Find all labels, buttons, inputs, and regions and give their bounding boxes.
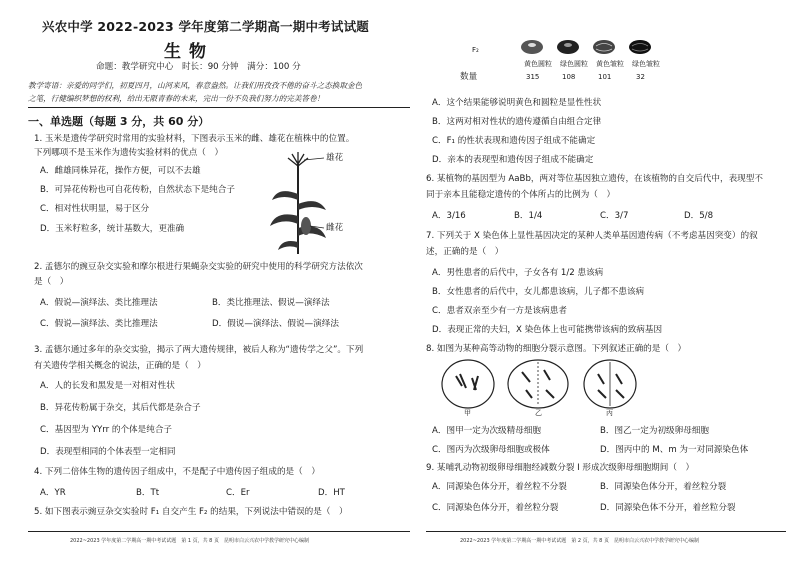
footer-divider-right [426, 531, 786, 532]
q9-option-d[interactable]: D．同源染色体不分开，着丝粒分裂 [600, 503, 736, 513]
q3-option-c[interactable]: C．基因型为 YYrr 的个体是纯合子 [40, 425, 173, 435]
pea-seed-icons [512, 38, 652, 56]
q2-option-b[interactable]: B．类比推理法、假说—演绎法 [212, 298, 330, 308]
cell-label-bing: 丙 [606, 409, 613, 417]
q4-option-d[interactable]: D．HT [318, 488, 345, 498]
corn-label-female: 雌花 [326, 223, 344, 233]
q7-option-b[interactable]: B．女性患者的后代中，女儿都患该病，儿子都不患该病 [432, 287, 645, 297]
q3-stem-1: 3. 孟德尔通过多年的杂交实验，揭示了两大遗传规律，被后人称为“遗传学之父”。下列 [34, 345, 364, 355]
corn-label-male: 雄花 [326, 153, 344, 163]
cell-division-diagram [438, 356, 638, 412]
exam-meta: 命题：教学研究中心 时长：90 分钟 满分：100 分 [96, 62, 301, 72]
header-divider [28, 107, 410, 108]
q6-option-d[interactable]: D．5/8 [684, 211, 714, 221]
q2-option-c[interactable]: C．假说—演绎法、类比推理法 [40, 319, 158, 329]
f2-label: F₂ [472, 46, 479, 54]
q1-option-d[interactable]: D．玉米籽粒多，统计基数大，更准确 [40, 224, 185, 234]
q6-stem-2: 同于亲本且能稳定遗传的个体所占的比例为（ ） [426, 190, 616, 200]
q5-option-c[interactable]: C．F₁ 的性状表现和遗传因子组成不能确定 [432, 136, 596, 146]
q3-option-b[interactable]: B．异花传粉属于杂交，其后代都是杂合子 [40, 403, 201, 413]
q4-option-b[interactable]: B．Tt [136, 488, 160, 498]
q7-stem-2: 述，正确的是（ ） [426, 247, 504, 257]
motto-line-2: 之笔，行健编织梦想的权利，给出无限青春的未来，完出一份不负我们努力的完美答卷！ [28, 94, 325, 103]
q9-option-a[interactable]: A．同源染色体分开，着丝粒不分裂 [432, 482, 567, 492]
q2-option-a[interactable]: A．假说—演绎法、类比推理法 [40, 298, 158, 308]
q3-option-d[interactable]: D．表现型相同的个体表型一定相同 [40, 447, 176, 457]
footer-right: 2022~2023 学年度第二学期高一期中考试试题 第 2 页，共 8 页 昆明市白云兴农中学教学研究中心编制 [460, 538, 699, 544]
footer-divider-left [28, 531, 410, 532]
f2-count-4: 32 [636, 73, 645, 81]
f2-phenotype-3: 黄色皱粒 [596, 60, 624, 68]
q1-option-c[interactable]: C．相对性状明显，易于区分 [40, 204, 150, 214]
q2-stem-2: 是（ ） [34, 277, 69, 287]
q6-option-b[interactable]: B．1/4 [514, 211, 543, 221]
q1-option-a[interactable]: A．雌雄同株异花，操作方便，可以不去雄 [40, 166, 201, 176]
q7-stem-1: 7. 下列关于 X 染色体上显性基因决定的某种人类单基因遗传病（不考虑基因突变）的叙 [426, 231, 758, 241]
f2-count-1: 315 [526, 73, 540, 81]
q4-stem: 4. 下列二倍体生物的遗传因子组成中，不是配子中遗传因子组成的是（ ） [34, 467, 320, 477]
q2-option-d[interactable]: D．假说—演绎法、假说—演绎法 [212, 319, 339, 329]
cell-label-jia: 甲 [464, 409, 471, 417]
q6-option-c[interactable]: C．3/7 [600, 211, 629, 221]
q4-option-c[interactable]: C．Er [226, 488, 250, 498]
motto-line-1: 教学寄语：亲爱的同学们，初夏四月，山河来风，春意盎然。让我们用孜孜不倦的奋斗之态换取金色 [28, 81, 363, 90]
f2-count-2: 108 [562, 73, 576, 81]
q3-option-a[interactable]: A．人的长发和黑发是一对相对性状 [40, 381, 175, 391]
q1-option-b[interactable]: B．可异花传粉也可自花传粉，自然状态下是纯合子 [40, 185, 235, 195]
exam-title: 兴农中学 2022-2023 学年度第二学期高一期中考试试题 [42, 19, 369, 34]
q7-option-d[interactable]: D．表现正常的夫妇，X 染色体上也可能携带该病的致病基因 [432, 325, 663, 335]
q7-option-a[interactable]: A．男性患者的后代中，子女各有 1/2 患该病 [432, 268, 604, 278]
q2-stem-1: 2. 孟德尔的豌豆杂交实验和摩尔根进行果蝇杂交实验的研究中使用的科学研究方法依次 [34, 262, 363, 272]
q1-stem-1: 1. 玉米是遗传学研究时常用的实验材料，下图表示玉米的雌、雄花在植株中的位置。 [34, 134, 355, 144]
q5-option-b[interactable]: B．这两对相对性状的遗传遵循自由组合定律 [432, 117, 602, 127]
q6-option-a[interactable]: A．3/16 [432, 211, 466, 221]
q9-stem: 9. 某哺乳动物初级卵母细胞经减数分裂 I 形成次级卵母细胞期间（ ） [426, 463, 695, 473]
f2-phenotype-4: 绿色皱粒 [632, 60, 660, 68]
q1-stem-2: 下列哪项不是玉米作为遗传实验材料的优点（ ） [34, 148, 224, 158]
q8-option-a[interactable]: A．图甲一定为次级精母细胞 [432, 426, 542, 436]
q7-option-c[interactable]: C．患者双亲至少有一方是该病患者 [432, 306, 567, 316]
subject-title: 生物 [164, 42, 214, 62]
q9-option-b[interactable]: B．同源染色体分开，着丝粒分裂 [600, 482, 727, 492]
section-heading: 一、单选题（每题 3 分，共 60 分） [28, 115, 210, 128]
q8-stem: 8. 如图为某种高等动物的细胞分裂示意图。下列叙述正确的是（ ） [426, 344, 687, 354]
q3-stem-2: 有关遗传学相关概念的说法，正确的是（ ） [34, 361, 206, 371]
q5-stem: 5. 如下图表示豌豆杂交实验时 F₁ 自交产生 F₂ 的结果，下列说法中错误的是（ ） [34, 507, 348, 517]
q8-option-c[interactable]: C．图丙为次级卵母细胞或极体 [432, 445, 550, 455]
q6-stem-1: 6. 某植物的基因型为 AaBb，两对等位基因独立遗传，在该植物的自交后代中，表现型不 [426, 174, 763, 184]
f2-count-3: 101 [598, 73, 612, 81]
q5-option-a[interactable]: A．这个结果能够说明黄色和圆粒是显性性状 [432, 98, 602, 108]
q8-option-d[interactable]: D．图丙中的 M、m 为一对同源染色体 [600, 445, 749, 455]
q5-option-d[interactable]: D．亲本的表现型和遗传因子组成不能确定 [432, 155, 594, 165]
corn-plant-figure [268, 154, 358, 254]
f2-phenotype-2: 绿色圆粒 [560, 60, 588, 68]
q8-option-b[interactable]: B．图乙一定为初级卵母细胞 [600, 426, 710, 436]
q9-option-c[interactable]: C．同源染色体分开，着丝粒分裂 [432, 503, 559, 513]
footer-left: 2022~2023 学年度第二学期高一期中考试试题 第 1 页，共 8 页 昆明市白云兴农中学教学研究中心编制 [70, 538, 309, 544]
cell-label-yi: 乙 [535, 409, 542, 417]
f2-phenotype-1: 黄色圆粒 [524, 60, 552, 68]
f2-count-label: 数量 [460, 72, 478, 82]
q4-option-a[interactable]: A．YR [40, 488, 66, 498]
right-page [420, 0, 794, 564]
